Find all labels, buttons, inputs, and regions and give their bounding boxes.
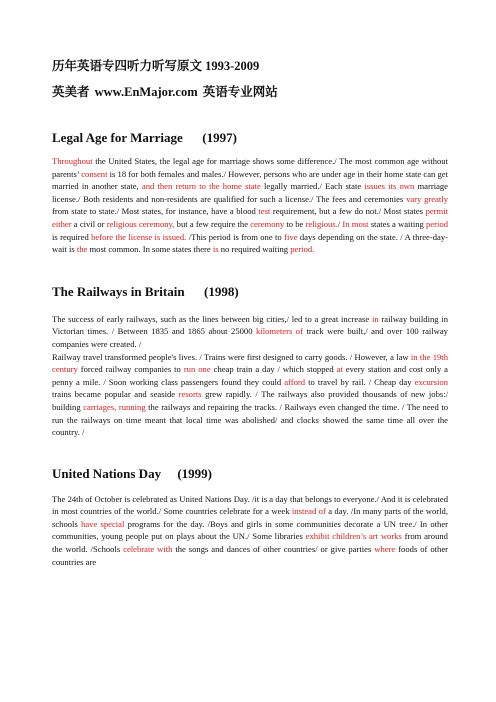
dictation-answer: religious. [305, 218, 338, 229]
section-body [52, 493, 448, 569]
dictation-answer: the [76, 244, 88, 255]
body-text: days depending on the state. / A three-day-wait is [52, 231, 448, 255]
dictation-answer: period. [290, 244, 315, 255]
section-un-day [52, 466, 448, 569]
dictation-answer: where [374, 544, 396, 555]
body-text: Railway travel transformed people's lives. / Trains were first designed to carry goods. / However, a law [52, 351, 411, 362]
body-text: / [337, 218, 343, 229]
dictation-answer: test [258, 206, 271, 217]
dictation-answer: five [284, 231, 298, 242]
body-text: a civil or [71, 218, 107, 229]
body-text: railway building in Victorian times. / Between 1835 and 1865 about 25000 [52, 313, 449, 337]
dictation-answer: In most [342, 218, 369, 229]
body-text: but a few require the [174, 218, 251, 229]
body-text: is required [52, 231, 92, 242]
document-title: 历年英语专四听力听写原文 1993-2009 [52, 59, 260, 73]
body-text: states a waiting [368, 218, 427, 229]
dictation-answer: kilometers of [256, 326, 303, 337]
dictation-answer: resorts [178, 389, 202, 400]
body-text: is 18 for both females and males./ However, persons who are under age in their home state can get married in another state, [52, 168, 448, 192]
dictation-answer: carriages, running [83, 401, 146, 412]
dictation-answer: run one [183, 364, 211, 375]
body-text: to be [284, 218, 306, 229]
body-text: the railways and repairing the tracks. / Railways even changed the time. / The need to run the railways on time meant that local time was abolished/ and clocks showed the same time all over the country. / [52, 401, 449, 438]
dictation-answer: before the license is issued. [91, 231, 187, 242]
document-subtitle: 英美者 www.EnMajor.com 英语专业网站 [52, 85, 278, 99]
body-text: programs for the day. /Boys and girls in some communities decorate a UN tree./ In other communities, young people put on plays about the UN./ Some libraries [52, 518, 448, 542]
body-text: marriage license./ Both residents and non-residents are qualified for such a license./ The fees and ceremonies [52, 181, 449, 204]
dictation-answer: ceremony [250, 218, 285, 229]
body-text: the United States, the legal age for marriage shows some difference./ The most common age without parents’ [52, 156, 448, 179]
dictation-answer: exhibit children’s art works [305, 531, 402, 542]
body-text: a day. /In many parts of the world, schools [52, 506, 448, 529]
section-legal-age [52, 130, 448, 256]
dictation-answer: have special [81, 518, 125, 529]
dictation-answer: religious ceremony, [106, 218, 175, 229]
dictation-answer: at [336, 364, 343, 375]
dictation-answer: vary greatly [406, 193, 448, 204]
body-text: requirement, but a few do not./ Most states [270, 206, 426, 217]
body-text: The success of early railways, such as the lines between big cities,/ led to a great increase [52, 313, 372, 324]
dictation-answer: and then return to the home state [141, 181, 261, 192]
dictation-answer: Throughout [52, 156, 93, 166]
dictation-answer: issues its own [364, 181, 415, 192]
section-title: United Nations Day (1999) [52, 465, 212, 481]
dictation-answer: celebrate with [123, 544, 173, 555]
body-text: the songs and dances of other countries/ or give parties [172, 544, 375, 555]
dictation-answer: afford [284, 376, 306, 387]
body-text: grew rapidly. / The railways also provided thousands of new jobs:/ building [52, 389, 448, 412]
body-text: forced railway companies to [77, 364, 184, 375]
body-text: track were built,/ and over 100 railway companies were created. / [52, 326, 448, 349]
body-text: no required waiting [218, 244, 291, 255]
dictation-answer: period [426, 218, 448, 229]
dictation-answer: excursion [414, 376, 448, 387]
body-text: from state to state./ Most states, for instance, have a blood [52, 206, 259, 217]
dictation-answer: in [371, 313, 379, 324]
body-text: foods of other countries are [52, 544, 449, 567]
section-railways [52, 284, 448, 439]
dictation-answer: in the 19th century [52, 351, 448, 375]
body-text: cheap train a day / which stopped [210, 364, 337, 375]
section-title: The Railways in Britain (1998) [52, 283, 239, 299]
section-body [52, 313, 448, 439]
section-title: Legal Age for Marriage (1997) [52, 130, 237, 145]
body-text: to travel by rail. / Cheap day [305, 376, 415, 387]
body-text: /This period is from one to [186, 231, 285, 242]
dictation-answer: consent [81, 168, 108, 179]
dictation-answer: permit either [52, 206, 448, 229]
body-text: from around the world. /Schools [52, 531, 448, 555]
body-text: The 24th of October is celebrated as United Nations Day. /it is a day that belongs to everyone./ And it is celebrated in most countries of the world./ Some countries celebrate for a week [52, 493, 448, 517]
dictation-answer: instead of [291, 506, 326, 517]
body-text: trains became popular and seaside [52, 389, 179, 400]
dictation-answer: is [212, 244, 219, 255]
body-text: every station and cost only a penny a mile. / Soon working class passengers found they could [52, 364, 448, 387]
body-text: legally married./ Each state [260, 181, 365, 192]
section-body [52, 155, 448, 256]
document-page [52, 58, 448, 568]
body-text: most common. In some states there [87, 244, 213, 255]
